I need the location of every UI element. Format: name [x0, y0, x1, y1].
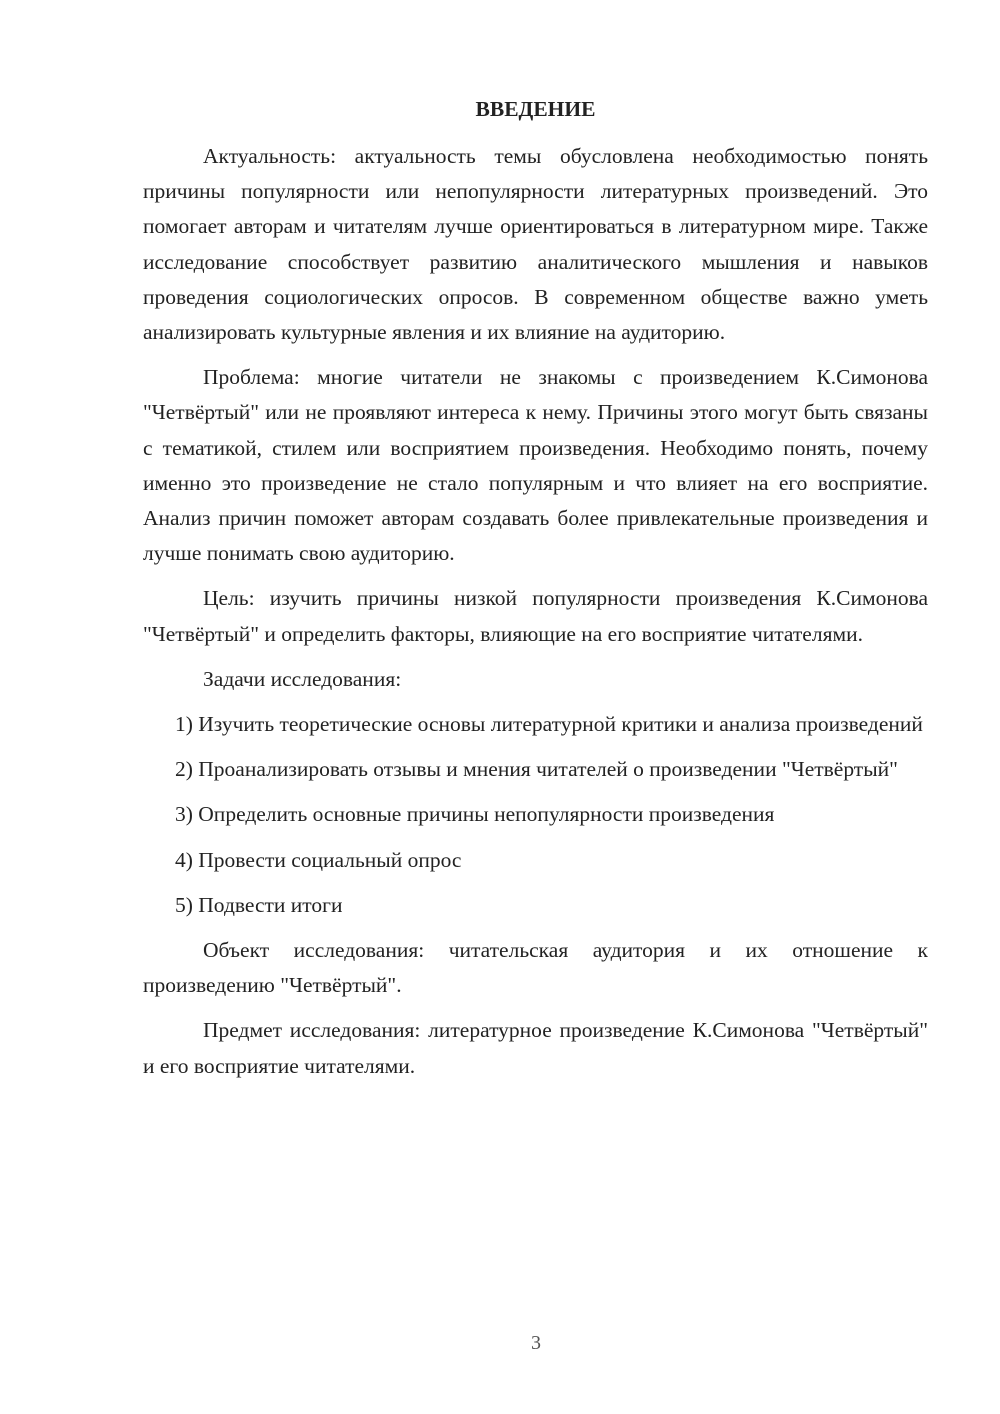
tasks-list: [143, 707, 928, 923]
page-number: 3: [531, 1332, 541, 1354]
task-item-4: 4) Провести социальный опрос: [175, 847, 462, 872]
tasks-title: Задачи исследования:: [203, 666, 402, 691]
task-item-5: 5) Подвести итоги: [175, 892, 343, 917]
document-page: [143, 92, 928, 1094]
task-item-1: 1) Изучить теоретические основы литературной критики и анализа произведений: [175, 712, 923, 737]
relevance-paragraph: Актуальность: актуальность темы обусловлена необходимостью понять причины популярности или непопулярности литературных произведений. Это помогает авторам и читателям лучше ориентироваться в литературном мире. Также исследование способствует развитию аналитического мышления и навыков проведения социологических опросов. В современном обществе важно уметь анализировать культурные явления и их влияние на аудиторию.: [143, 144, 928, 345]
problem-paragraph: Проблема: многие читатели не знакомы с произведением К.Симонова "Четвёртый" или не проявляют интереса к нему. Причины этого могут быть связаны с тематикой, стилем или восприятием произведения. Необходимо понять, почему именно это произведение не стало популярным и что влияет на его восприятие. Анализ причин поможет авторам создавать более привлекательные произведения и лучше понимать свою аудиторию.: [143, 365, 928, 566]
task-item-2: 2) Проанализировать отзывы и мнения читателей о произведении "Четвёртый": [175, 757, 898, 782]
section-heading: ВВЕДЕНИЕ: [475, 97, 596, 121]
object-paragraph: Объект исследования: читательская аудитория и их отношение к произведению "Четвёртый".: [143, 938, 928, 998]
goal-paragraph: Цель: изучить причины низкой популярности произведения К.Симонова "Четвёртый" и определить факторы, влияющие на его восприятие читателями.: [143, 586, 928, 646]
task-item-3: 3) Определить основные причины непопулярности произведения: [175, 802, 775, 827]
subject-paragraph: Предмет исследования: литературное произведение К.Симонова "Четвёртый" и его восприятие читателями.: [143, 1018, 928, 1078]
